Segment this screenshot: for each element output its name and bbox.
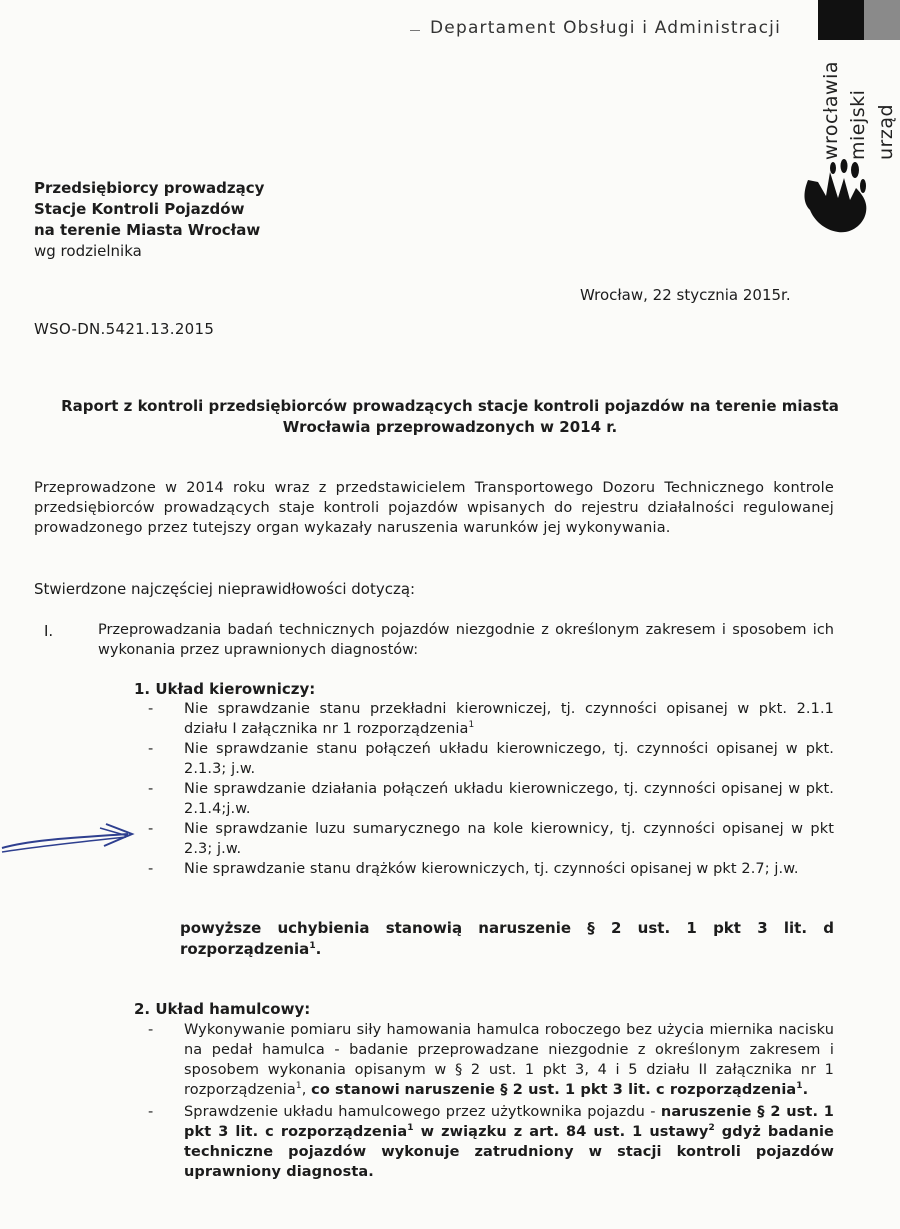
logo-dark-block <box>818 0 864 40</box>
addressee-line-4: wg rodzielnika <box>34 242 142 260</box>
logo-line-2: miejski <box>847 89 870 160</box>
subsection-2-list <box>148 1020 834 1184</box>
summary-end: . <box>315 940 322 958</box>
city-logo <box>818 0 900 160</box>
section-number: I. <box>44 622 54 640</box>
list-item <box>148 699 834 739</box>
document-date: Wrocław, 22 stycznia 2015r. <box>580 286 791 304</box>
list-item-text: Nie sprawdzanie działania połączeń układu kierowniczego, tj. czynności opisanej w pkt. 2.1.4;j.w. <box>184 781 834 817</box>
subsection-1-summary <box>180 918 834 960</box>
subsection-1-heading: 1. Układ kierowniczy: <box>134 680 316 698</box>
summary-text: powyższe uchybienia stanowią naruszenie § 2 ust. 1 pkt 3 lit. d rozporządzenia <box>180 919 834 958</box>
list-item-bold: w związku z art. 84 ust. 1 ustawy <box>413 1124 709 1140</box>
reference-number: WSO-DN.5421.13.2015 <box>34 320 215 338</box>
section-text: Przeprowadzania badań technicznych pojazdów niezgodnie z określonym zakresem i sposobem ich wykonania przez uprawnionych diagnostów: <box>98 622 834 658</box>
footnote-marker: 2 <box>708 1123 715 1134</box>
list-item <box>148 859 834 879</box>
list-item <box>148 779 834 819</box>
list-item-text: Nie sprawdzanie stanu drążków kierowniczych, tj. czynności opisanej w pkt 2.7; j.w. <box>184 861 799 877</box>
bullet-dash: - <box>148 701 154 717</box>
list-item <box>148 1020 834 1100</box>
footnote-marker: 1 <box>295 1081 302 1092</box>
header-dash <box>410 30 420 31</box>
hand-print-logo-icon <box>800 158 870 238</box>
logo-grey-block <box>864 0 900 40</box>
list-item <box>148 1102 834 1182</box>
list-item-bold: naruszenie § 2 ust. 1 pkt 3 lit. c rozporządzenia <box>404 1082 797 1098</box>
list-item-bold: naruszenie § 2 ust. 1 pkt 3 lit. c rozporządzenia <box>184 1104 834 1140</box>
list-item-sep: , <box>301 1082 312 1098</box>
subsection-2-heading: 2. Układ hamulcowy: <box>134 1000 311 1018</box>
department-name: Departament Obsługi i Administracji <box>430 18 781 38</box>
logo-line-1: urząd <box>874 103 897 160</box>
addressee-line-2: Stacje Kontroli Pojazdów <box>34 200 245 218</box>
list-item-text: Nie sprawdzanie stanu połączeń układu kierowniczego, tj. czynności opisanej w pkt. 2.1.3; j.w. <box>184 741 834 777</box>
list-item-bold: co stanowi <box>311 1082 400 1098</box>
bullet-dash: - <box>148 781 154 797</box>
footnote-marker: 1 <box>796 1081 803 1092</box>
footnote-marker: 1 <box>468 720 475 731</box>
intro-paragraph: Przeprowadzone w 2014 roku wraz z przedstawicielem Transportowego Dozoru Technicznego kontrole przedsiębiorców prowadzących staje kontroli pojazdów wpisanych do rejestru działalności regulowanej prowadzonego przez tutejszy organ wykazały naruszenia warunków jej wykonywania. <box>34 480 834 536</box>
footnote-marker: 1 <box>309 941 316 951</box>
list-item-text: Nie sprawdzanie luzu sumarycznego na kole kierownicy, tj. czynności opisanej w pkt 2.3; j.w. <box>184 821 834 857</box>
bullet-dash: - <box>148 1104 154 1120</box>
footnote-marker: 1 <box>407 1123 414 1134</box>
bullet-dash: - <box>148 1022 154 1038</box>
logo-text <box>818 42 900 160</box>
document-title: Raport z kontroli przedsiębiorców prowadzących stacje kontroli pojazdów na terenie miasta Wrocławia przeprowadzonych w 2014 r. <box>61 397 839 436</box>
subsection-1-list <box>148 699 834 879</box>
list-item-bold: gdyż badanie techniczne pojazdów wykonuje zatrudniony w stacji kontroli pojazdów uprawniony diagnosta. <box>184 1124 834 1180</box>
bullet-dash: - <box>148 861 154 877</box>
list-item-text: Wykonywanie pomiaru siły hamowania hamulca roboczego bez użycia miernika nacisku na pedał hamulca - badanie przeprowadzane niezgodnie z określonym zakresem i sposobem wykonania opisanym w § 2 ust. 1 pkt 3, 4 i 5 działu II załącznika nr 1 rozporządzenia <box>184 1022 834 1098</box>
findings-lead: Stwierdzone najczęściej nieprawidłowości dotyczą: <box>34 580 416 598</box>
addressee-line-1: Przedsiębiorcy prowadzący <box>34 179 265 197</box>
list-item-end: . <box>802 1082 809 1098</box>
list-item-text: Sprawdzenie układu hamulcowego przez użytkownika pojazdu - <box>184 1104 661 1120</box>
logo-line-3: wrocławia <box>820 60 843 160</box>
bullet-dash: - <box>148 741 154 757</box>
addressee-block <box>34 178 264 262</box>
hand-drawn-arrow-icon <box>0 820 140 860</box>
bullet-dash: - <box>148 821 154 837</box>
list-item <box>148 819 834 859</box>
addressee-line-3: na terenie Miasta Wrocław <box>34 221 261 239</box>
list-item <box>148 739 834 779</box>
list-item-text: Nie sprawdzanie stanu przekładni kierowniczej, tj. czynności opisanej w pkt. 2.1.1 działu I załącznika nr 1 rozporządzenia <box>184 701 834 737</box>
